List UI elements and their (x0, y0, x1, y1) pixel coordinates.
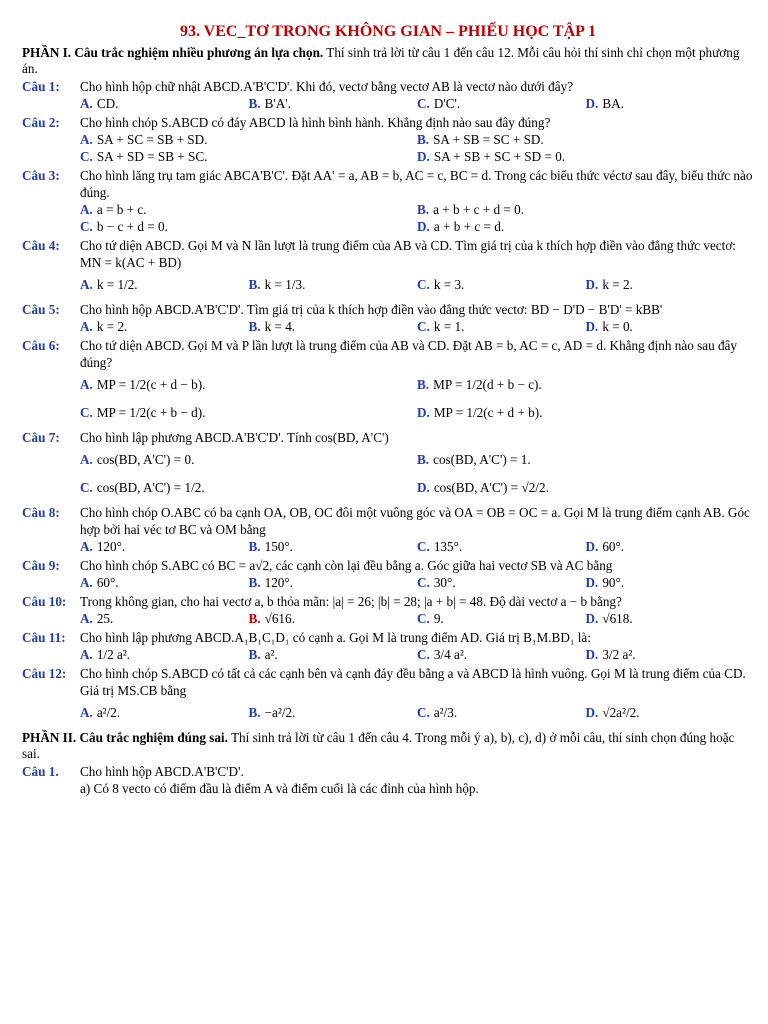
answer-option[interactable] (417, 218, 754, 235)
answer-option[interactable] (249, 646, 418, 663)
option-letter: B. (248, 647, 261, 662)
answer-option[interactable] (80, 131, 417, 148)
option-letter: D. (585, 611, 599, 626)
question (22, 665, 754, 699)
answer-option[interactable] (417, 318, 586, 335)
answer-options (80, 271, 754, 299)
answer-option[interactable] (417, 201, 754, 218)
option-text: MP = 1/2(d + b − c). (433, 377, 542, 392)
option-letter: B. (248, 96, 261, 111)
option-letter: D. (585, 647, 599, 662)
option-letter: D. (417, 405, 430, 420)
question-number: Câu 11: (22, 630, 66, 645)
question-number: Câu 5: (22, 302, 60, 317)
question-list (22, 78, 754, 727)
answer-option[interactable] (80, 399, 417, 427)
option-text: MP = 1/2(c + b − d). (96, 405, 206, 420)
option-letter: D. (417, 480, 430, 495)
answer-option[interactable] (80, 218, 417, 235)
page-title: 93. VEC_TƠ TRONG KHÔNG GIAN – PHIẾU HỌC TẬP 1 (179, 23, 597, 40)
option-text: k = 1. (433, 319, 465, 334)
option-text: √616. (264, 611, 295, 626)
part2-text: Thí sinh trả lời từ câu 1 đến câu 4. Trong mỗi ý a), b), c), d) ở mỗi câu, thí sinh chọn đúng hoặc sai. (22, 730, 735, 761)
option-letter: C. (417, 647, 430, 662)
option-text: k = 0. (602, 319, 633, 334)
answer-options (80, 538, 754, 555)
question-number: Câu 7: (22, 430, 60, 445)
answer-option[interactable] (417, 538, 586, 555)
option-letter: D. (585, 705, 599, 720)
question-text: Cho tứ diện ABCD. Gọi M và N lần lượt là trung điểm của AB và CD. Tìm giá trị của k thích hợp điền vào đẳng thức vectơ: MN = k(AC + BD) (80, 238, 736, 270)
question-number: Câu 3: (22, 168, 60, 183)
answer-option[interactable] (249, 95, 418, 112)
worksheet-page (22, 0, 754, 797)
part2-heading: PHẦN II. Câu trắc nghiệm đúng sai. (22, 730, 228, 745)
question-text: Cho hình chóp S.ABCD có đáy ABCD là hình bình hành. Khẳng định nào sau đây đúng? (80, 115, 551, 130)
answer-option[interactable] (80, 201, 417, 218)
option-letter: A. (80, 452, 93, 467)
answer-option[interactable] (417, 371, 754, 399)
option-letter: B. (417, 452, 430, 467)
option-text: 3/4 a². (433, 647, 468, 662)
option-text: D'C'. (433, 96, 461, 111)
option-letter: B. (248, 611, 261, 626)
option-text: MP = 1/2(c + d + b). (433, 405, 543, 420)
option-text: k = 1/3. (264, 277, 306, 292)
question-number: Câu 10: (22, 594, 67, 609)
question-text: Cho hình chóp O.ABC có ba cạnh OA, OB, OC đôi một vuông góc và OA = OB = OC = a. Gọi M là trung điểm cạnh AB. Góc hợp bởi hai véc tơ BC và OM bằng (80, 505, 750, 537)
option-text: a + b + c + d = 0. (433, 202, 525, 217)
answer-option[interactable] (586, 699, 755, 727)
question (22, 301, 754, 318)
tf-question-text: Cho hình hộp ABCD.A'B'C'D'. (80, 764, 244, 779)
option-text: 60°. (602, 539, 625, 554)
option-text: 120°. (264, 575, 293, 590)
option-text: SA + SC = SB + SD. (96, 132, 208, 147)
option-letter: A. (80, 611, 93, 626)
option-letter: A. (80, 647, 93, 662)
option-text: k = 1/2. (96, 277, 138, 292)
option-text: −a²/2. (264, 705, 296, 720)
option-text: 9. (433, 611, 444, 626)
option-text: CD. (96, 96, 119, 111)
question (22, 629, 754, 646)
option-text: 150°. (264, 539, 293, 554)
option-letter: D. (585, 575, 599, 590)
answer-option[interactable] (249, 574, 418, 591)
answer-option[interactable] (80, 474, 417, 502)
option-letter: A. (80, 96, 93, 111)
answer-option[interactable] (80, 646, 249, 663)
question-text: Trong không gian, cho hai vectơ a, b thỏa mãn: |a| = 26; |b| = 28; |a + b| = 48. Độ dài vectơ a − b bằng? (80, 594, 622, 609)
answer-option[interactable] (80, 446, 417, 474)
option-text: MP = 1/2(c + d − b). (96, 377, 206, 392)
option-letter: C. (417, 96, 430, 111)
question-text: Cho hình lập phương ABCD.A'B'C'D'. Tính cos(BD, A'C') (80, 430, 389, 445)
answer-option[interactable] (80, 318, 249, 335)
question (22, 167, 754, 201)
answer-option[interactable] (417, 148, 754, 165)
answer-option[interactable] (249, 699, 418, 727)
option-letter: B. (417, 377, 430, 392)
option-text: 60°. (96, 575, 119, 590)
option-letter: D. (585, 539, 599, 554)
answer-option[interactable] (586, 646, 755, 663)
option-letter: A. (80, 319, 93, 334)
option-letter: A. (80, 705, 93, 720)
answer-option[interactable] (80, 574, 249, 591)
question-text: Cho hình lập phương ABCD.A₁B₁C₁D₁ có cạnh a. Gọi M là trung điểm AD. Giá trị B₁M.BD₁ là: (80, 630, 591, 645)
answer-option[interactable] (586, 318, 755, 335)
option-text: a + b + c = d. (433, 219, 505, 234)
option-letter: B. (417, 132, 430, 147)
answer-option[interactable] (249, 538, 418, 555)
option-text: cos(BD, A'C') = √2/2. (433, 480, 549, 495)
option-text: b − c + d = 0. (96, 219, 168, 234)
question-text: Cho hình hộp ABCD.A'B'C'D'. Tìm giá trị của k thích hợp điền vào đẳng thức vectơ: BD − D'D − B'D' = kBB' (80, 302, 663, 317)
tf-question (22, 763, 754, 780)
option-letter: B. (248, 319, 261, 334)
answer-option[interactable] (249, 271, 418, 299)
option-text: cos(BD, A'C') = 0. (96, 452, 195, 467)
question-text: Cho hình lăng trụ tam giác ABCA'B'C'. Đặt AA' = a, AB = b, AC = c, BC = d. Trong các biểu thức véctơ sau đây, biểu thức nào đúng. (80, 168, 753, 200)
answer-options (80, 201, 754, 235)
option-text: a²/2. (96, 705, 121, 720)
answer-options (80, 318, 754, 335)
answer-option[interactable] (417, 446, 754, 474)
question-number: Câu 2: (22, 115, 60, 130)
answer-option[interactable] (80, 95, 249, 112)
option-text: B'A'. (264, 96, 291, 111)
answer-option[interactable] (417, 699, 586, 727)
answer-option[interactable] (80, 371, 417, 399)
option-text: cos(BD, A'C') = 1/2. (96, 480, 205, 495)
answer-option[interactable] (586, 574, 755, 591)
option-text: cos(BD, A'C') = 1. (433, 452, 531, 467)
option-text: k = 4. (264, 319, 296, 334)
answer-option[interactable] (586, 271, 755, 299)
option-text: 90°. (602, 575, 625, 590)
question-number: Câu 9: (22, 558, 60, 573)
option-text: √618. (602, 611, 633, 626)
option-text: 1/2 a². (96, 647, 131, 662)
answer-option[interactable] (417, 131, 754, 148)
answer-option[interactable] (417, 271, 586, 299)
answer-options (80, 131, 754, 165)
option-text: k = 2. (96, 319, 128, 334)
option-letter: D. (585, 319, 599, 334)
answer-option[interactable] (80, 538, 249, 555)
option-letter: A. (80, 277, 93, 292)
option-letter: A. (80, 202, 93, 217)
option-letter: A. (80, 539, 93, 554)
question (22, 504, 754, 538)
answer-options (80, 446, 754, 502)
answer-option[interactable] (417, 610, 586, 627)
option-letter: B. (417, 202, 430, 217)
question-number: Câu 8: (22, 505, 60, 520)
option-letter: C. (80, 405, 93, 420)
question (22, 78, 754, 95)
question (22, 429, 754, 446)
option-letter: B. (248, 277, 261, 292)
option-letter: D. (585, 277, 599, 292)
question-number: Câu 4: (22, 238, 60, 253)
option-letter: B. (248, 539, 261, 554)
option-letter: C. (80, 219, 93, 234)
tf-question-number: Câu 1. (22, 764, 59, 779)
option-text: a = b + c. (96, 202, 147, 217)
option-text: 135°. (433, 539, 463, 554)
option-letter: C. (80, 480, 93, 495)
tf-statement-a: a) Có 8 vecto có điểm đầu là điểm A và điểm cuối là các đỉnh của hình hộp. (80, 781, 479, 796)
option-letter: D. (417, 149, 430, 164)
option-letter: C. (417, 277, 430, 292)
option-letter: B. (248, 705, 261, 720)
option-text: k = 3. (433, 277, 465, 292)
part1-heading: PHẦN I. Câu trắc nghiệm nhiều phương án lựa chọn. (22, 45, 324, 60)
option-letter: D. (585, 96, 599, 111)
option-text: √2a²/2. (602, 705, 640, 720)
option-text: a². (264, 647, 278, 662)
answer-options (80, 646, 754, 663)
option-text: 120°. (96, 539, 126, 554)
question (22, 557, 754, 574)
question-number: Câu 12: (22, 666, 67, 681)
option-letter: D. (417, 219, 430, 234)
answer-option[interactable] (586, 610, 755, 627)
option-text: 3/2 a². (602, 647, 636, 662)
question (22, 237, 754, 271)
answer-option[interactable] (586, 538, 755, 555)
answer-option[interactable] (417, 399, 754, 427)
option-text: 25. (96, 611, 114, 626)
option-text: 30°. (433, 575, 456, 590)
option-letter: A. (80, 377, 93, 392)
question-text: Cho hình hộp chữ nhật ABCD.A'B'C'D'. Khi đó, vectơ bằng vectơ AB là vectơ nào dưới đây? (80, 79, 574, 94)
answer-options (80, 574, 754, 591)
answer-option[interactable] (417, 474, 754, 502)
answer-option[interactable] (417, 574, 586, 591)
question-number: Câu 6: (22, 338, 60, 353)
question-text: Cho tứ diện ABCD. Gọi M và P lần lượt là trung điểm của AB và CD. Đặt AB = b, AC = c, AD = d. Khẳng định nào sau đây đúng? (80, 338, 737, 370)
option-letter: B. (248, 575, 261, 590)
answer-option[interactable] (80, 271, 249, 299)
answer-option[interactable] (249, 610, 418, 627)
option-letter: A. (80, 132, 93, 147)
option-letter: C. (80, 149, 93, 164)
part1-instructions (22, 45, 754, 76)
option-letter: C. (417, 611, 430, 626)
option-letter: C. (417, 539, 430, 554)
answer-option[interactable] (249, 318, 418, 335)
option-letter: C. (417, 705, 430, 720)
option-text: SA + SB + SC + SD = 0. (433, 149, 566, 164)
answer-option[interactable] (80, 699, 249, 727)
answer-options (80, 699, 754, 727)
answer-options (80, 610, 754, 627)
option-letter: C. (417, 319, 430, 334)
answer-options (80, 371, 754, 427)
option-text: a²/3. (433, 705, 458, 720)
question (22, 114, 754, 131)
option-letter: A. (80, 575, 93, 590)
answer-option[interactable] (586, 95, 755, 112)
question-text: Cho hình chóp S.ABCD có tất cả các cạnh bên và cạnh đáy đều bằng a và ABCD là hình vuông. Gọi M là trung điểm của CD. Giá trị MS.CB bằng (80, 666, 746, 698)
answer-option[interactable] (80, 148, 417, 165)
option-text: SA + SB = SC + SD. (433, 132, 544, 147)
option-text: BA. (602, 96, 624, 111)
option-text: k = 2. (602, 277, 633, 292)
option-text: SA + SD = SB + SC. (96, 149, 208, 164)
question-number: Câu 1: (22, 79, 60, 94)
answer-options (80, 95, 754, 112)
part2-instructions (22, 730, 754, 761)
part1-text: Thí sinh trả lời từ câu 1 đến câu 12. Mỗi câu hỏi thí sinh chỉ chọn một phương án. (22, 45, 740, 76)
answer-option[interactable] (417, 95, 586, 112)
answer-option[interactable] (80, 610, 249, 627)
question (22, 337, 754, 371)
question (22, 593, 754, 610)
question-text: Cho hình chóp S.ABC có BC = a√2, các cạnh còn lại đều bằng a. Góc giữa hai vectơ SB và AC bằng (80, 558, 613, 573)
answer-option[interactable] (417, 646, 586, 663)
option-letter: C. (417, 575, 430, 590)
